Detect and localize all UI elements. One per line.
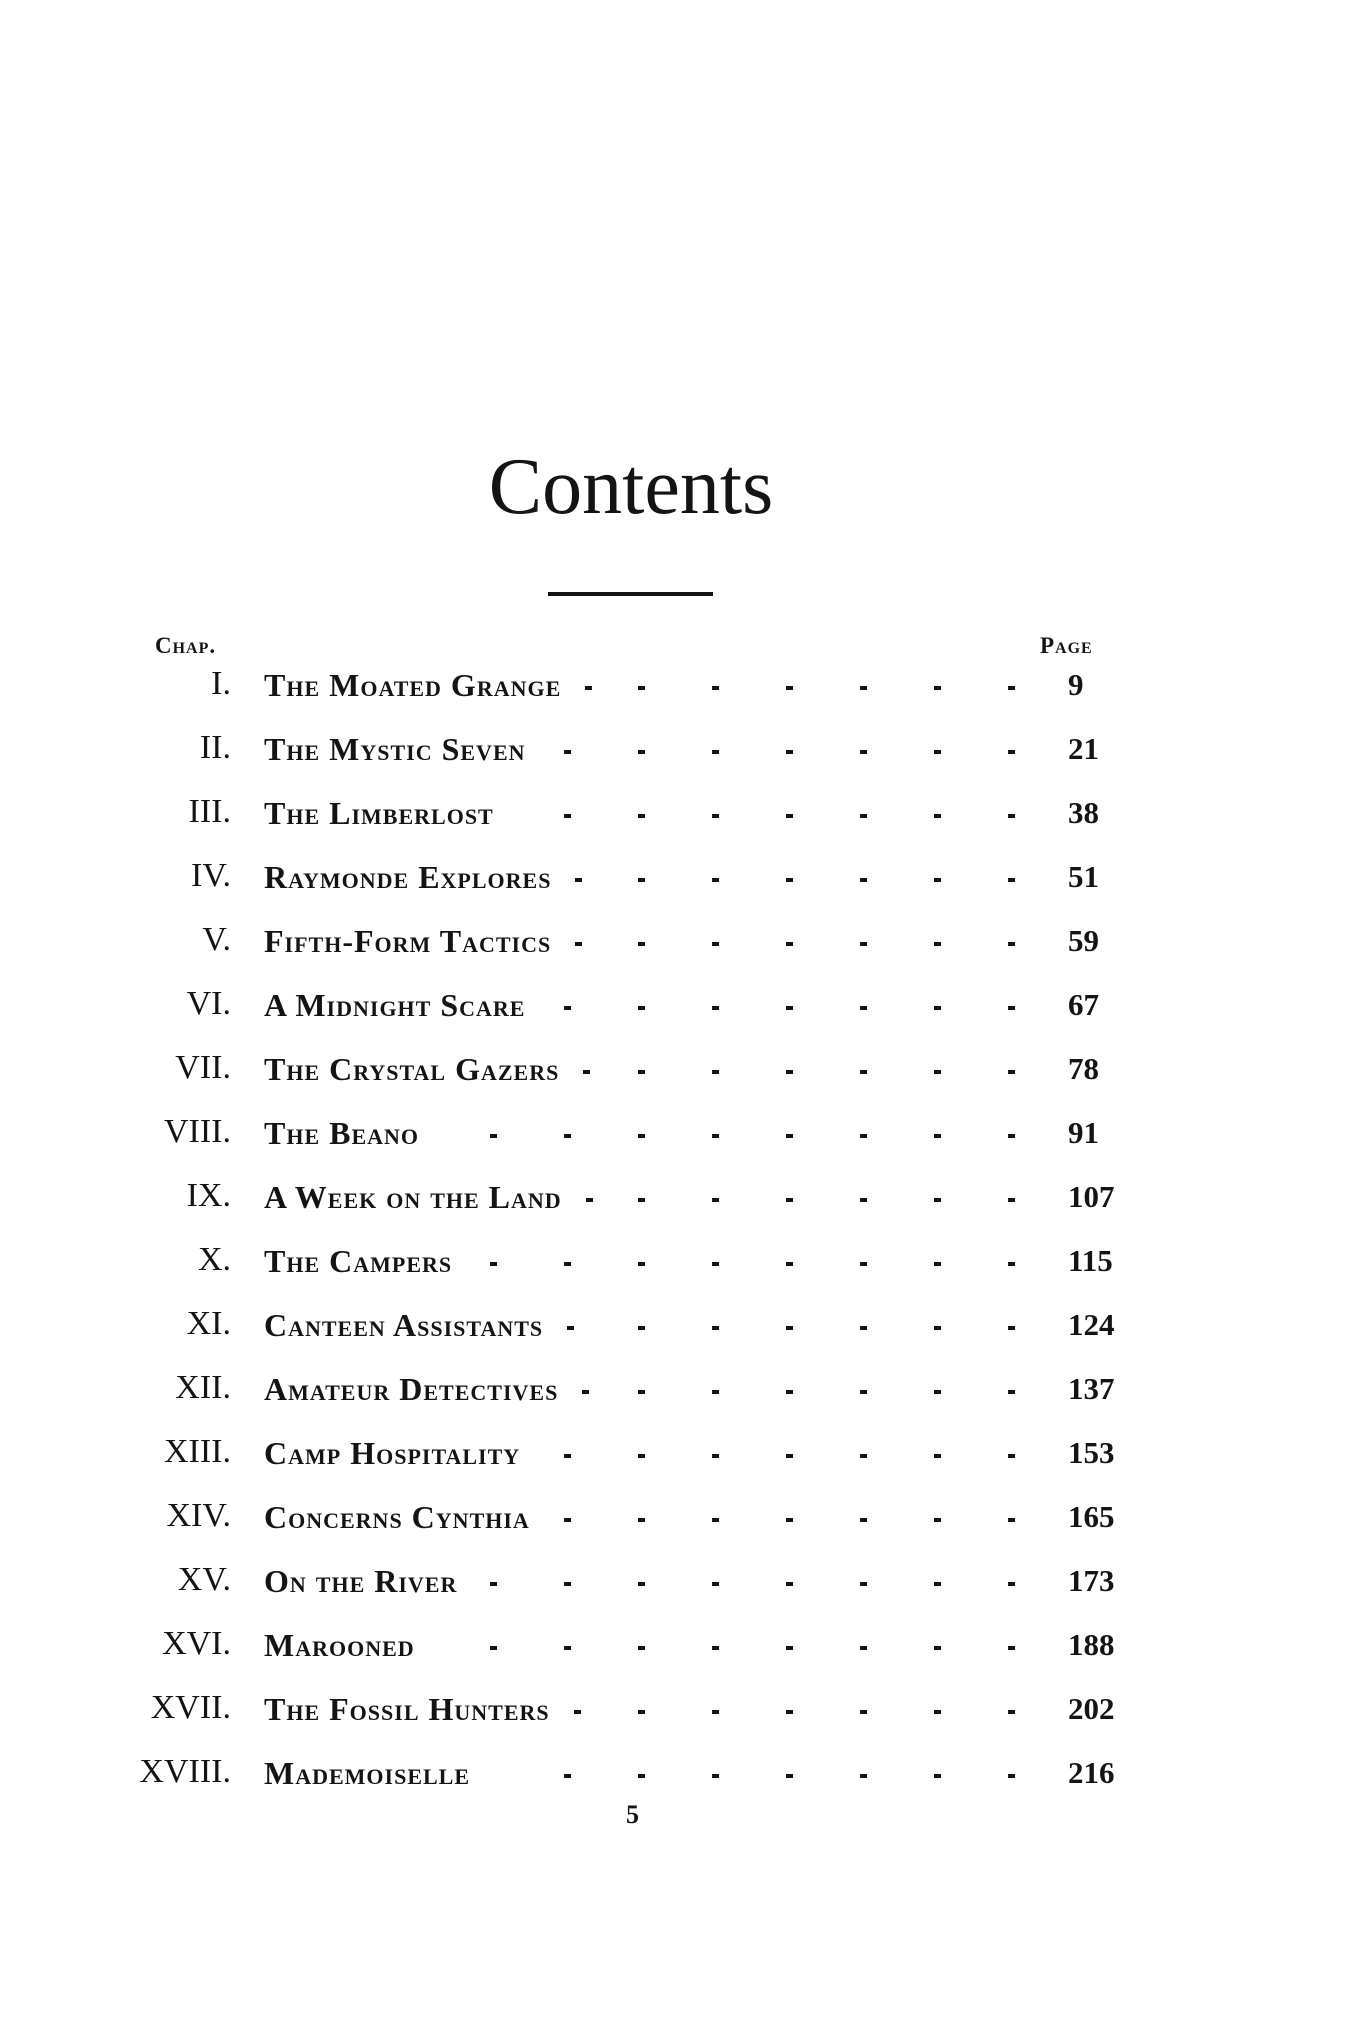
leader-dot [786, 750, 793, 754]
leader-dot [860, 1262, 867, 1266]
leader-dot [1008, 1710, 1015, 1714]
leader-dot [934, 1006, 941, 1010]
leader-dot [1008, 750, 1015, 754]
page-number: 115 [1068, 1243, 1113, 1278]
leader-dot [860, 942, 867, 946]
chapter-title: Mademoiselle [264, 1755, 471, 1791]
leader-dot [712, 1518, 719, 1522]
leader-dot [712, 1134, 719, 1138]
leader-dot [490, 1646, 497, 1650]
chapter-title: Marooned [264, 1627, 415, 1663]
page-number: 188 [1068, 1627, 1115, 1662]
leader-dot [712, 686, 719, 690]
leader-dot [786, 686, 793, 690]
toc-entry [0, 850, 1350, 906]
leader-dot [638, 1390, 645, 1394]
leader-dot [786, 1454, 793, 1458]
leader-dot [1008, 686, 1015, 690]
leader-dot [1008, 1006, 1015, 1010]
page-column-header: Page [1040, 633, 1093, 658]
leader-dot [786, 1518, 793, 1522]
leader-dot [860, 1390, 867, 1394]
leader-dot [638, 1070, 645, 1074]
leader-dot [574, 1710, 581, 1714]
leader-dot [638, 1198, 645, 1202]
chapter-title: Amateur Detectives [264, 1371, 559, 1407]
leader-dot [1008, 1582, 1015, 1586]
toc-entry [0, 1746, 1350, 1802]
leader-dot [1008, 942, 1015, 946]
chapter-title: The Beano [264, 1115, 420, 1151]
page-number: 202 [1068, 1691, 1115, 1726]
chapter-title: The Campers [264, 1243, 453, 1279]
page-number: 9 [1068, 667, 1084, 702]
chapter-numeral: VIII. [163, 1113, 231, 1150]
chapter-title: The Fossil Hunters [264, 1691, 550, 1727]
leader-dot [564, 750, 571, 754]
chapter-numeral: VII. [175, 1049, 231, 1086]
page-number: 153 [1068, 1435, 1115, 1470]
chapter-title: The Limberlost [264, 795, 494, 831]
leader-dot [712, 1262, 719, 1266]
leader-dot [1008, 1326, 1015, 1330]
leader-dot [786, 1006, 793, 1010]
leader-dot [712, 814, 719, 818]
chapter-numeral: XIII. [163, 1433, 231, 1470]
toc-entry [0, 978, 1350, 1034]
leader-dot [1008, 1070, 1015, 1074]
toc-entry [0, 658, 1350, 714]
chapter-numeral: II. [199, 729, 231, 766]
leader-dot [1008, 814, 1015, 818]
toc-entry [0, 1106, 1350, 1162]
leader-dot [490, 1134, 497, 1138]
leader-dot [934, 814, 941, 818]
chapter-numeral: IV. [191, 857, 231, 894]
toc-entry [0, 1554, 1350, 1610]
leader-dot [786, 1262, 793, 1266]
leader-dot [712, 1006, 719, 1010]
leader-dot [638, 1710, 645, 1714]
chapter-numeral: III. [188, 793, 231, 830]
leader-dot [1008, 1198, 1015, 1202]
page-folio: 5 [626, 1800, 639, 1829]
page-number: 165 [1068, 1499, 1115, 1534]
leader-dot [1008, 1774, 1015, 1778]
leader-dot [490, 1582, 497, 1586]
chapter-title: On the River [264, 1563, 458, 1599]
chapter-title: The Mystic Seven [264, 731, 526, 767]
leader-dot [564, 1518, 571, 1522]
leader-dot [786, 1710, 793, 1714]
leader-dot [638, 878, 645, 882]
leader-dot [712, 1582, 719, 1586]
leader-dot [638, 686, 645, 690]
chapter-numeral: XVII. [150, 1689, 231, 1726]
chapter-numeral: IX. [186, 1177, 231, 1214]
leader-dot [934, 750, 941, 754]
leader-dot [786, 1326, 793, 1330]
leader-dot [934, 1262, 941, 1266]
chapter-title: A Week on the Land [264, 1179, 562, 1215]
leader-dot [712, 1774, 719, 1778]
leader-dot [638, 1774, 645, 1778]
leader-dot [1008, 1390, 1015, 1394]
leader-dot [638, 1134, 645, 1138]
page-number: 59 [1068, 923, 1099, 958]
leader-dot [860, 1198, 867, 1202]
leader-dot [564, 1006, 571, 1010]
chap-column-header: Chap. [155, 633, 217, 658]
leader-dot [860, 1646, 867, 1650]
toc-entry [0, 1426, 1350, 1482]
toc-entry [0, 914, 1350, 970]
leader-dot [1008, 1646, 1015, 1650]
toc-entry [0, 722, 1350, 778]
leader-dot [564, 814, 571, 818]
leader-dot [934, 1326, 941, 1330]
leader-dot [786, 814, 793, 818]
leader-dot [860, 1006, 867, 1010]
chapter-title: Concerns Cynthia [264, 1499, 530, 1535]
leader-dot [564, 1774, 571, 1778]
leader-dot [934, 878, 941, 882]
leader-dot [712, 1710, 719, 1714]
chapter-numeral: XII. [175, 1369, 231, 1406]
leader-dot [712, 1390, 719, 1394]
leader-dot [638, 1646, 645, 1650]
chapter-numeral: I. [211, 665, 231, 702]
leader-dot [860, 1774, 867, 1778]
leader-dot [786, 1198, 793, 1202]
leader-dot [934, 1646, 941, 1650]
toc-entry [0, 1170, 1350, 1226]
leader-dot [1008, 1518, 1015, 1522]
leader-dot [934, 1198, 941, 1202]
page-number: 124 [1068, 1307, 1115, 1342]
leader-dot [564, 1454, 571, 1458]
leader-dot [582, 1390, 589, 1394]
leader-dot [1008, 1262, 1015, 1266]
leader-dot [564, 1134, 571, 1138]
leader-dot [575, 878, 582, 882]
leader-dot [638, 942, 645, 946]
leader-dot [860, 1134, 867, 1138]
leader-dot [934, 686, 941, 690]
leader-dot [1008, 1134, 1015, 1138]
leader-dot [786, 1070, 793, 1074]
leader-dot [638, 814, 645, 818]
leader-dot [786, 878, 793, 882]
chapter-title: The Crystal Gazers [264, 1051, 560, 1087]
toc-entry [0, 786, 1350, 842]
chapter-title: A Midnight Scare [264, 987, 526, 1023]
leader-dot [575, 942, 582, 946]
leader-dot [860, 1070, 867, 1074]
leader-dot [786, 1390, 793, 1394]
chapter-numeral: XIV. [166, 1497, 231, 1534]
leader-dot [860, 1454, 867, 1458]
leader-dot [712, 1646, 719, 1650]
page-number: 38 [1068, 795, 1099, 830]
leader-dot [860, 878, 867, 882]
leader-dot [638, 1454, 645, 1458]
leader-dot [1008, 1454, 1015, 1458]
chapter-numeral: VI. [186, 985, 231, 1022]
leader-dot [712, 942, 719, 946]
leader-dot [860, 1518, 867, 1522]
leader-dot [860, 750, 867, 754]
page-number: 216 [1068, 1755, 1115, 1790]
leader-dot [786, 1134, 793, 1138]
leader-dot [490, 1262, 497, 1266]
leader-dot [638, 1006, 645, 1010]
leader-dot [583, 1070, 590, 1074]
leader-dot [712, 1454, 719, 1458]
page-number: 51 [1068, 859, 1099, 894]
leader-dot [934, 1134, 941, 1138]
leader-dot [934, 1582, 941, 1586]
leader-dot [934, 1774, 941, 1778]
page-number: 21 [1068, 731, 1099, 766]
chapter-numeral: XVIII. [139, 1753, 231, 1790]
page-number: 78 [1068, 1051, 1099, 1086]
page-number: 91 [1068, 1115, 1099, 1150]
leader-dot [712, 878, 719, 882]
chapter-numeral: XV. [177, 1561, 231, 1598]
leader-dot [638, 750, 645, 754]
leader-dot [934, 1070, 941, 1074]
leader-dot [567, 1326, 574, 1330]
toc-entry [0, 1042, 1350, 1098]
leader-dot [786, 942, 793, 946]
leader-dot [860, 1710, 867, 1714]
chapter-title: The Moated Grange [264, 667, 562, 703]
leader-dot [934, 942, 941, 946]
leader-dot [934, 1454, 941, 1458]
chapter-numeral: XVI. [162, 1625, 231, 1662]
leader-dot [934, 1518, 941, 1522]
leader-dot [934, 1710, 941, 1714]
toc-entry [0, 1362, 1350, 1418]
leader-dot [786, 1774, 793, 1778]
chapter-title: Camp Hospitality [264, 1435, 521, 1471]
page-number: 173 [1068, 1563, 1115, 1598]
leader-dot [638, 1326, 645, 1330]
leader-dot [786, 1646, 793, 1650]
leader-dot [638, 1582, 645, 1586]
toc-entry [0, 1618, 1350, 1674]
chapter-numeral: X. [197, 1241, 231, 1278]
leader-dot [934, 1390, 941, 1394]
toc-entry [0, 1682, 1350, 1738]
toc-entry [0, 1298, 1350, 1354]
leader-dot [860, 1582, 867, 1586]
leader-dot [564, 1262, 571, 1266]
chapter-numeral: XI. [186, 1305, 231, 1342]
chapter-title: Fifth-Form Tactics [264, 923, 552, 959]
page-number: 107 [1068, 1179, 1115, 1214]
leader-dot [585, 686, 592, 690]
leader-dot [564, 1646, 571, 1650]
page-number: 137 [1068, 1371, 1115, 1406]
toc-entry [0, 1234, 1350, 1290]
leader-dot [1008, 878, 1015, 882]
toc-entry [0, 1490, 1350, 1546]
leader-dot [638, 1518, 645, 1522]
page-number: 67 [1068, 987, 1099, 1022]
leader-dot [564, 1582, 571, 1586]
chapter-title: Canteen Assistants [264, 1307, 544, 1343]
chapter-numeral: V. [202, 921, 231, 958]
leader-dot [712, 1070, 719, 1074]
leader-dot [860, 1326, 867, 1330]
leader-dot [586, 1198, 593, 1202]
leader-dot [860, 686, 867, 690]
page-title: Contents [488, 443, 774, 531]
leader-dot [712, 1198, 719, 1202]
chapter-title: Raymonde Explores [264, 859, 552, 895]
leader-dot [860, 814, 867, 818]
title-rule [548, 592, 713, 596]
leader-dot [712, 750, 719, 754]
leader-dot [638, 1262, 645, 1266]
leader-dot [786, 1582, 793, 1586]
leader-dot [712, 1326, 719, 1330]
